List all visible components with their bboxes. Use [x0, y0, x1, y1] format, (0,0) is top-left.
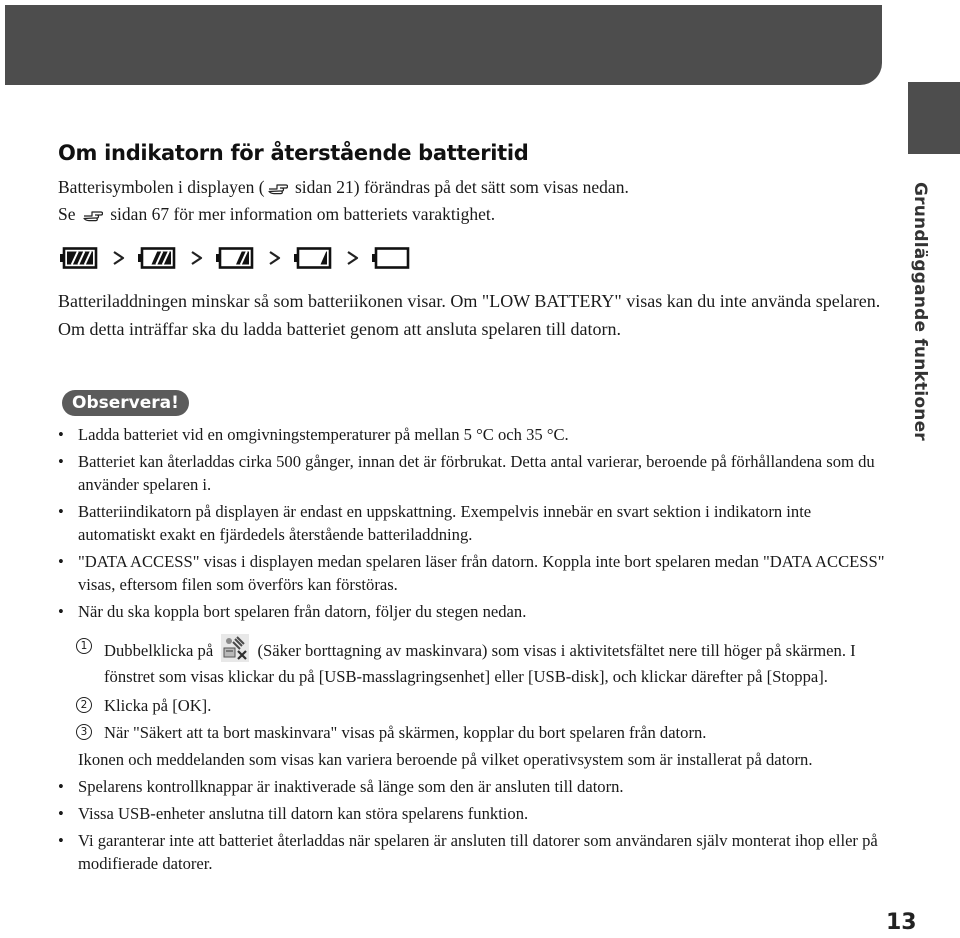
intro-line-1: [58, 174, 629, 201]
step-number-3: 3: [76, 724, 92, 740]
battery-level-sequence: [60, 247, 410, 269]
battery-icon: [372, 247, 410, 269]
intro-line-1-start: Batterisymbolen i displayen (: [58, 177, 265, 197]
battery-explanation: Batteriladdningen minskar så som batteriikonen visar. Om "LOW BATTERY" visas kan du inte använda spelaren. Om detta inträffar ska du ladda batteriet genom att ansluta spelaren till datorn.: [58, 291, 881, 339]
os-note: Ikonen och meddelanden som visas kan variera beroende på vilket operativsystem som är installerat på datorn.: [78, 750, 813, 769]
arrow-right-icon: [267, 251, 283, 265]
step-1-text-end: (Säker borttagning av maskinvara) som visas i aktivitetsfältet nere till höger på skärmen. I fönstret som visas klickar du på [USB-masslagringsenhet] eller [USB-disk], och klickar därefter på [Stoppa].: [104, 641, 856, 686]
intro-line-1-end: sidan 21) förändras på det sätt som visas nedan.: [290, 177, 629, 197]
section-title: Om indikatorn för återstående batteritid: [58, 141, 529, 165]
battery-icon: [138, 247, 176, 269]
step-1-text-start: Dubbelklicka på: [104, 641, 214, 660]
section-side-label: Grundläggande funktioner: [910, 182, 930, 441]
list-item: • Ladda batteriet vid en omgivningstemperaturer på mellan 5 °C och 35 °C.: [58, 423, 888, 446]
page-number: 13: [886, 910, 917, 935]
list-item: • Batteriindikatorn på displayen är endast en uppskattning. Exempelvis innebär en svart sektion i indikatorn inte automatiskt exakt en fjärdedels återstående batteriladdning.: [58, 500, 888, 546]
pointing-hand-icon: [268, 179, 288, 195]
section-tab: [908, 82, 960, 154]
list-item: • Batteriet kan återladdas cirka 500 gånger, innan det är förbrukat. Detta antal varierar, beroende på förhållandena som du använder spelaren i.: [58, 450, 888, 496]
note-badge: Observera!: [62, 390, 189, 416]
intro-line-2-end: sidan 67 för mer information om batteriets varaktighet.: [105, 204, 496, 224]
battery-icon: [60, 247, 98, 269]
step-2: [58, 694, 888, 717]
pointing-hand-icon: [83, 206, 103, 222]
battery-icon: [216, 247, 254, 269]
step-1: [58, 633, 888, 690]
step-3-text: När "Säkert att ta bort maskinvara" visas på skärmen, kopplar du bort spelaren från datorn.: [104, 723, 707, 742]
safely-remove-hardware-icon: [220, 633, 250, 663]
list-item: • Spelarens kontrollknappar är inaktiverade så länge som den är ansluten till datorn.: [58, 775, 888, 798]
step-3: [58, 721, 888, 744]
step-2-text: Klicka på [OK].: [104, 696, 212, 715]
intro-line-2: [58, 201, 629, 228]
list-item: • Vi garanterar inte att batteriet återladdas när spelaren är ansluten till datorer som användaren själv monterat ihop eller på modifierade datorer.: [58, 829, 888, 875]
notes-list: [58, 423, 888, 879]
arrow-right-icon: [111, 251, 127, 265]
header-band: [5, 5, 882, 85]
list-item: • När du ska koppla bort spelaren från datorn, följer du stegen nedan.: [58, 600, 888, 623]
step-number-2: 2: [76, 697, 92, 713]
battery-icon: [294, 247, 332, 269]
arrow-right-icon: [345, 251, 361, 265]
disconnect-steps: [58, 633, 888, 744]
intro-line-2-start: Se: [58, 204, 80, 224]
list-item: • "DATA ACCESS" visas i displayen medan spelaren läser från datorn. Koppla inte bort spelaren medan "DATA ACCESS" visas, eftersom filen som överförs kan förstöras.: [58, 550, 888, 596]
intro-text: [58, 174, 629, 228]
list-item: • Vissa USB-enheter anslutna till datorn kan störa spelarens funktion.: [58, 802, 888, 825]
step-number-1: 1: [76, 638, 92, 654]
arrow-right-icon: [189, 251, 205, 265]
